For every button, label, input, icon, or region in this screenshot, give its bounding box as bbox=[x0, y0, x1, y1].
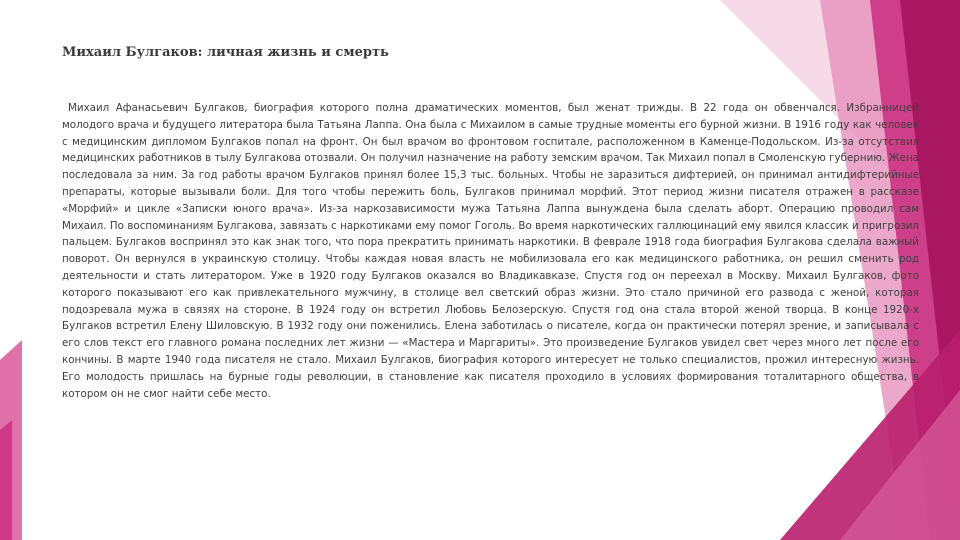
decor-left-bar-dark bbox=[0, 420, 12, 540]
slide-title: Михаил Булгаков: личная жизнь и смерть bbox=[62, 45, 389, 60]
slide-body-text: Михаил Афанасьевич Булгаков, биография которого полна драматических моментов, был женат трижды. В 22 года он обвенчался. Избранницей молодого врача и будущего литератора была Татьяна Лаппа. Она была с Михаилом в самые трудные моменты его бурной жизни. В 1916 году как человек с медицинским дипломом Булгаков попал на фронт. Он был врачом во фронтовом госпитале, расположенном в Каменце-Подольском. Из-за отсутствия медицинских работников в тылу Булгакова отозвали. Он получил назначение на работу земским врачом. Так Михаил попал в Смоленскую губернию. Жена последовала за ним. За год работы врачом Булгаков принял более 15,3 тыс. больных. Чтобы не заразиться дифтерией, он принимал антидифтерийные препараты, которые вызывали боли. Для того чтобы пережить боль, Булгаков принимал морфий. Этот период жизни писателя отражен в рассказе «Морфий» и цикле «Записки юного врача». Из-за наркозависимости мужа Татьяна Лаппа вынуждена была сделать аборт. Операцию проводил сам Михаил. По воспоминаниям Булгакова, завязать с наркотиками ему помог Гоголь. Во время наркотических галлюцинаций ему явился классик и пригрозил пальцем. Булгаков воспринял это как знак того, что пора прекратить принимать наркотики. В феврале 1918 года биография Булгакова сделала важный поворот. Он вернулся в украинскую столицу. Чтобы каждая новая власть не мобилизовала его как медицинского работника, он решил сменить род деятельности и стать литератором. Уже в 1920 году Булгаков оказался во Владикавказе. Спустя год он переехал в Москву. Михаил Булгаков, фото которого показывают его как привлекательного мужчину, в столице вел светский образ жизни. Это стало причиной его развода с женой, которая подозревала мужа в связях на стороне. В 1924 году он встретил Любовь Белозерскую. Спустя год она стала второй женой творца. В конце 1920-х Булгаков встретил Елену Шиловскую. В 1932 году они поженились. Елена заботилась о писателе, когда он практически потерял зрение, и записывала с его слов текст его главного романа последних лет жизни — «Мастера и Маргариты». Это произведение Булгаков увидел свет через много лет после его кончины. В марте 1940 года писателя не стало. Михаил Булгаков, биография которого интересует не только специалистов, прожил интересную жизнь. Его молодость пришлась на бурные годы революции, в становление как писателя проходило в условиях формирования тоталитарного общества, в котором он не смог найти себе место. bbox=[62, 102, 919, 400]
